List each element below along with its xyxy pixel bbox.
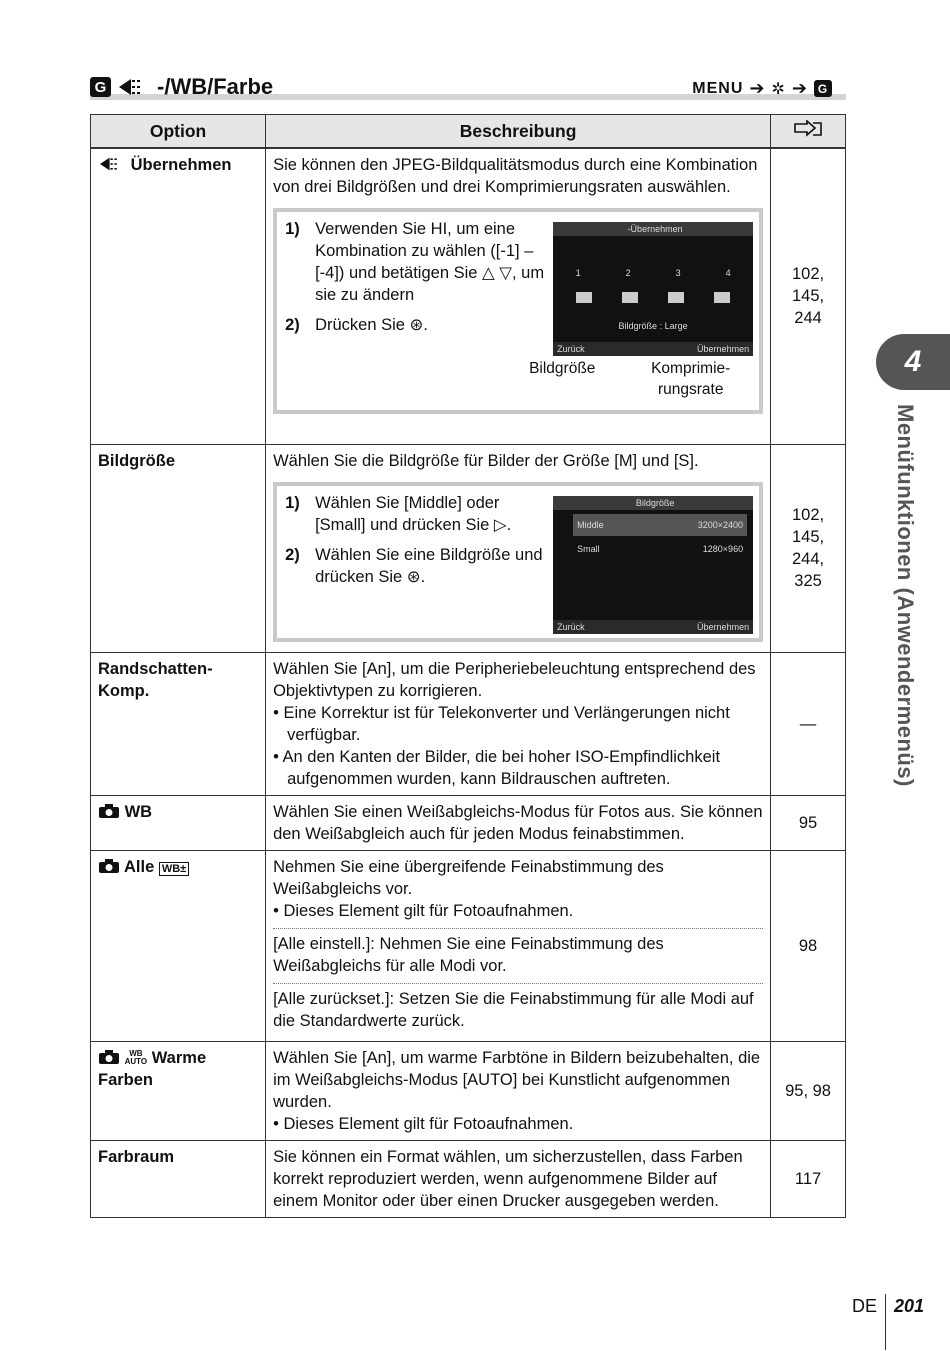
section-title-text: -/WB/Farbe bbox=[157, 74, 274, 99]
reference-pages: — bbox=[771, 652, 846, 795]
reference-pages: 102, 145, 244 bbox=[791, 265, 825, 328]
screen-row-label: Middle bbox=[577, 519, 604, 530]
screen-footer bbox=[553, 620, 753, 634]
description-text: Wählen Sie [An], um warme Farbtöne in Bildern beizubehalten, die im Weißabgleichs-Modus [AUTO] bei Kunstlicht aufgenommen wurden. bbox=[273, 1048, 761, 1111]
description-cell bbox=[266, 652, 771, 795]
wb-auto-icon-top: WB bbox=[129, 1048, 143, 1058]
table-row bbox=[91, 148, 846, 444]
size-slot: 3 bbox=[675, 268, 681, 278]
description-cell bbox=[266, 444, 771, 652]
reference-pages: 102, 145, 244, 325 bbox=[791, 506, 825, 590]
menu-path bbox=[692, 78, 832, 99]
step-number: 2) bbox=[285, 545, 300, 564]
camera-icon bbox=[98, 803, 120, 819]
size-slot: 2 bbox=[625, 268, 631, 278]
screen-ok: Übernehmen bbox=[697, 344, 750, 354]
option-label: Bildgröße bbox=[91, 444, 266, 652]
wb-auto-icon-bottom: AUTO bbox=[124, 1056, 148, 1066]
size-slots bbox=[553, 262, 753, 284]
g-badge-small: G bbox=[814, 80, 832, 97]
camera-screen bbox=[553, 222, 753, 356]
gear-icon: ✲ bbox=[771, 80, 786, 98]
step-text: Drücken Sie ⊛. bbox=[315, 316, 428, 334]
reference-pages: 117 bbox=[771, 1140, 846, 1217]
footer-divider bbox=[885, 1294, 886, 1350]
description-text: Nehmen Sie eine übergreifende Feinabstimmung des Weißabgleichs vor. bbox=[273, 857, 664, 898]
page-header bbox=[90, 74, 846, 100]
step-item bbox=[285, 492, 547, 536]
option-label: Randschatten-Komp. bbox=[91, 652, 266, 795]
reference-cell bbox=[771, 148, 846, 444]
option-label: WB bbox=[124, 802, 153, 821]
screen-ok: Übernehmen bbox=[697, 621, 750, 632]
description-cell bbox=[266, 148, 771, 444]
chapter-label: Menüfunktionen (Anwendermenüs) bbox=[893, 404, 918, 787]
screen-row bbox=[573, 538, 747, 560]
steps-box bbox=[273, 482, 763, 642]
description-text: Wählen Sie einen Weißabgleichs-Modus für Fotos aus. Sie können den Weißabgleich auch für jeden Modus feinabstimmen. bbox=[266, 795, 771, 850]
steps-box bbox=[273, 208, 763, 414]
table-row bbox=[91, 850, 846, 1041]
option-label: Alle bbox=[123, 857, 155, 876]
option-cell bbox=[91, 850, 266, 1041]
screen-title: -Übernehmen bbox=[553, 222, 753, 236]
callout-compression bbox=[651, 358, 730, 400]
steps-list bbox=[285, 218, 547, 404]
screen-size-line: Bildgröße : Large bbox=[618, 321, 688, 331]
step-text: Wählen Sie [Middle] oder [Small] und drücken Sie ▷. bbox=[315, 493, 512, 534]
steps-list bbox=[285, 492, 547, 632]
reference-pages: 95 bbox=[771, 795, 846, 850]
step-number: 1) bbox=[285, 493, 300, 512]
description-cell bbox=[266, 1041, 771, 1140]
size-slot: 4 bbox=[725, 268, 731, 278]
option-label: Farbraum bbox=[91, 1140, 266, 1217]
option-cell bbox=[91, 148, 266, 444]
screen-footer bbox=[553, 342, 753, 356]
page-footer bbox=[852, 1294, 924, 1350]
language-code: DE bbox=[852, 1296, 878, 1316]
camera-icon bbox=[98, 1049, 120, 1065]
option-label-line2: Farben bbox=[98, 1070, 154, 1089]
description-text: Sie können ein Format wählen, um sicherzustellen, dass Farben korrekt reproduziert werden, wenn aufgenommene Bilder auf einem Monitor oder über einen Drucker ausgegeben werden. bbox=[266, 1140, 771, 1217]
step-item bbox=[285, 544, 547, 588]
option-cell bbox=[91, 1041, 266, 1140]
reference-pages: 95, 98 bbox=[771, 1041, 846, 1140]
menu-label: MENU bbox=[692, 79, 744, 97]
section-title bbox=[90, 74, 273, 100]
col-header-description: Beschreibung bbox=[266, 115, 771, 149]
step-item bbox=[285, 218, 547, 306]
description-cell bbox=[266, 850, 771, 1041]
bullet-item: • Dieses Element gilt für Fotoaufnahmen. bbox=[273, 901, 574, 920]
table-row bbox=[91, 795, 846, 850]
screen-row-value: 3200×2400 bbox=[697, 519, 744, 530]
screen-back: Zurück bbox=[557, 344, 585, 354]
step-number: 2) bbox=[285, 316, 300, 334]
bullet-item: • Eine Korrektur ist für Telekonverter und Verlängerungen nicht verfügbar. bbox=[273, 703, 730, 744]
screen-row-selected bbox=[573, 514, 747, 536]
camera-icon bbox=[98, 858, 120, 874]
sub-setting: [Alle zurückset.]: Setzen Sie die Feinabstimmung für alle Modi auf die Standardwerte zurück. bbox=[273, 983, 763, 1032]
option-label: Übernehmen bbox=[130, 156, 232, 174]
wb-auto-icon bbox=[125, 1050, 148, 1066]
quality-chips bbox=[553, 292, 753, 303]
wb-adjust-icon: WB± bbox=[159, 862, 189, 876]
screen-title: Bildgröße bbox=[553, 496, 753, 510]
description-text: Wählen Sie [An], um die Peripheriebeleuchtung entsprechend des Objektivtypen zu korrigieren. bbox=[273, 659, 756, 700]
image-quality-icon bbox=[117, 77, 151, 97]
step-item bbox=[285, 314, 547, 336]
sub-setting: [Alle einstell.]: Nehmen Sie eine Feinabstimmung des Weißabgleichs für alle Modi vor. bbox=[273, 928, 763, 977]
step-text: Wählen Sie eine Bildgröße und drücken Sie ⊛. bbox=[315, 545, 543, 586]
table-row bbox=[91, 444, 846, 652]
option-cell bbox=[91, 795, 266, 850]
description-text: Sie können den JPEG-Bildqualitätsmodus durch eine Kombination von drei Bildgrößen und drei Komprimierungsraten auswählen. bbox=[273, 156, 758, 196]
table-header-row bbox=[91, 115, 846, 149]
g-badge: G bbox=[90, 77, 111, 97]
callout-compression-line1: Komprimie- bbox=[651, 360, 731, 377]
reference-cell bbox=[771, 444, 846, 652]
arrow-right-icon: ➔ bbox=[791, 78, 808, 98]
description-text: Wählen Sie die Bildgröße für Bilder der Größe [M] und [S]. bbox=[273, 451, 699, 470]
table-row bbox=[91, 1041, 846, 1140]
camera-screen bbox=[553, 496, 753, 634]
arrow-right-icon: ➔ bbox=[749, 78, 766, 98]
size-slot: 1 bbox=[575, 268, 581, 278]
reference-pages: 98 bbox=[771, 850, 846, 1041]
screen-row-label: Small bbox=[577, 543, 600, 554]
chapter-tab: 4 bbox=[876, 334, 950, 390]
col-header-reference bbox=[771, 115, 846, 149]
page-number: 201 bbox=[894, 1296, 925, 1316]
callout-compression-line2: rungsrate bbox=[657, 381, 724, 398]
screen-row-value: 1280×960 bbox=[702, 543, 744, 554]
page-reference-icon bbox=[793, 120, 823, 138]
step-text: Verwenden Sie HI, um eine Kombination zu wählen ([-1] – [-4]) und betätigen Sie △ ▽, um sie zu ändern bbox=[315, 220, 545, 304]
col-header-option: Option bbox=[91, 115, 266, 149]
callout-size: Bildgröße bbox=[529, 360, 596, 377]
bullet-item: • An den Kanten der Bilder, die bei hoher ISO-Empfindlichkeit aufgenommen wurden, kann Bildrauschen auftreten. bbox=[273, 747, 721, 788]
table-row bbox=[91, 1140, 846, 1217]
table-row bbox=[91, 652, 846, 795]
bullet-item: • Dieses Element gilt für Fotoaufnahmen. bbox=[273, 1114, 574, 1133]
image-quality-icon bbox=[98, 156, 126, 172]
settings-table bbox=[90, 114, 846, 1218]
screen-back: Zurück bbox=[557, 621, 585, 632]
step-number: 1) bbox=[285, 220, 300, 238]
option-label: Warme bbox=[151, 1048, 207, 1067]
